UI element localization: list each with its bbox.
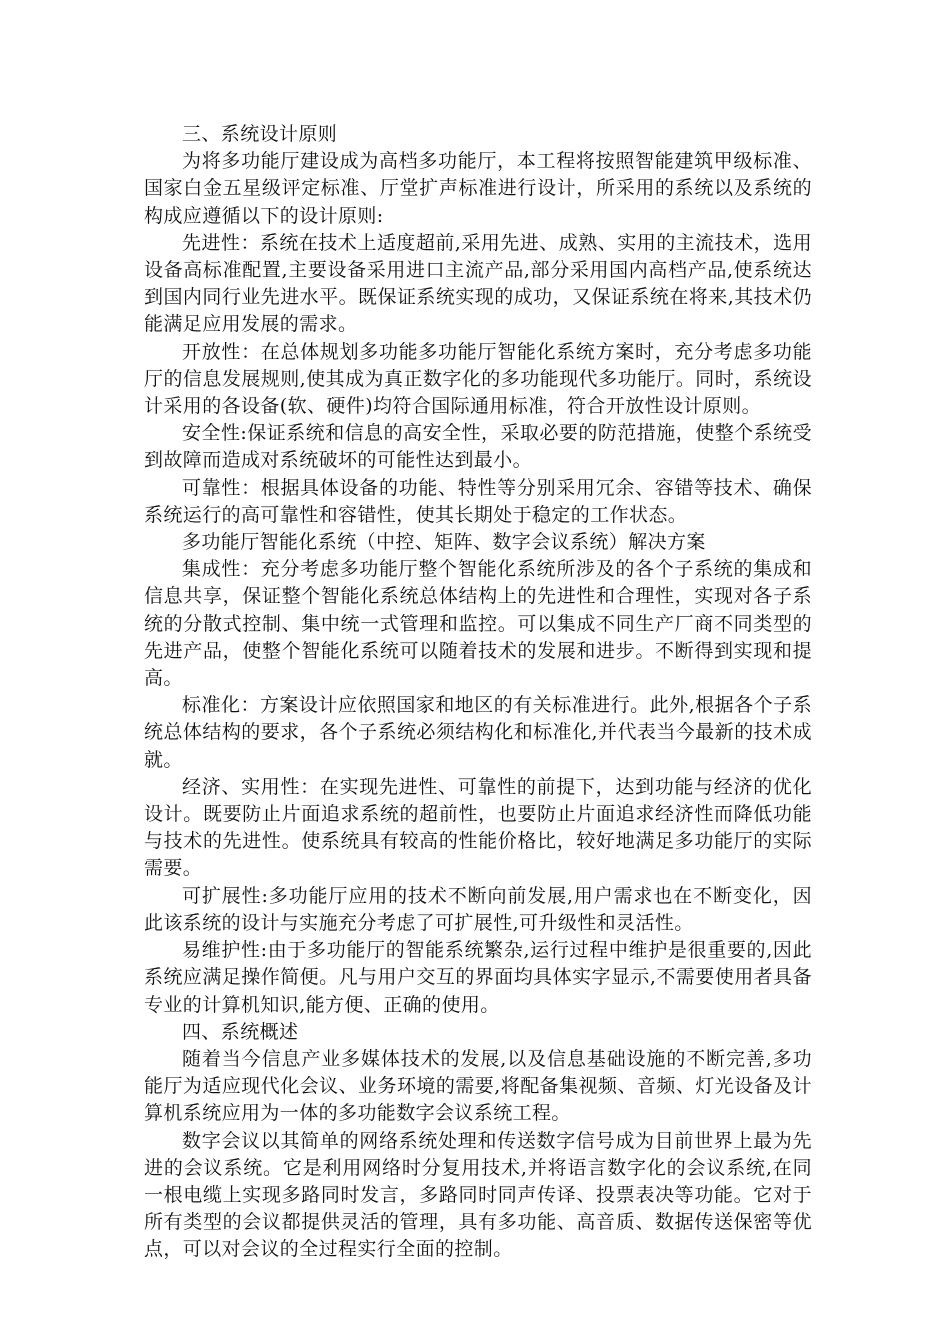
paragraph-standardization: 标准化：方案设计应依照国家和地区的有关标准进行。此外,根据各个子系统总体结构的要求，各个子系统必须结构化和标准化,并代表当今最新的技术成就。 (144, 694, 812, 771)
paragraph-integration: 集成性：充分考虑多功能厅整个智能化系统所涉及的各个子系统的集成和信息共享，保证整个智能化系统总体结构上的先进性和合理性，实现对各子系统的分散式控制、集中统一式管理和监控。可以集成不同生产厂商不同类型的先进产品，使整个智能化系统可以随着技术的发展和进步。不断得到实现和提高。 (144, 558, 812, 690)
paragraph-overview-2: 数字会议以其简单的网络系统处理和传送数字信号成为目前世界上最为先进的会议系统。它是利用网络时分复用技术,并将语言数字化的会议系统,在同一根电缆上实现多路同时发言，多路同时同声传译、投票表决等功能。它对于所有类型的会议都提供灵活的管理，具有多功能、高音质、数据传送保密等优点，可以对会议的全过程实行全面的控制。 (144, 1129, 812, 1261)
paragraph-intro: 为将多功能厅建设成为高档多功能厅，本工程将按照智能建筑甲级标准、国家白金五星级评定标准、厅堂扩声标准进行设计，所采用的系统以及系统的构成应遵循以下的设计原则: (144, 150, 812, 227)
section-heading-overview: 四、系统概述 (182, 1020, 299, 1043)
paragraph-economy: 经济、实用性：在实现先进性、可靠性的前提下，达到功能与经济的优化设计。既要防止片面追求系统的超前性，也要防止片面追求经济性而降低功能与技术的先进性。使系统具有较高的性能价格比，较好地满足多功能厅的实际需要。 (144, 775, 812, 880)
paragraph-reliability: 可靠性：根据具体设备的功能、特性等分别采用冗余、容错等技术、确保系统运行的高可靠性和容错性，使其长期处于稳定的工作状态。 (144, 476, 812, 526)
paragraph-security: 安全性:保证系统和信息的高安全性，采取必要的防范措施，使整个系统受到故障而造成对系统破坏的可能性达到最小。 (144, 422, 812, 472)
document-body (144, 121, 812, 1264)
paragraph-solution-title: 多功能厅智能化系统（中控、矩阵、数字会议系统）解决方案 (182, 531, 706, 554)
section-heading-design-principles: 三、系统设计原则 (182, 123, 338, 145)
paragraph-scalability: 可扩展性:多功能厅应用的技术不断向前发展,用户需求也在不断变化，因此该系统的设计与实施充分考虑了可扩展性,可升级性和灵活性。 (144, 884, 812, 934)
paragraph-advanced: 先进性：系统在技术上适度超前,采用先进、成熟、实用的主流技术，选用设备高标准配置,主要设备采用进口主流产品,部分采用国内高档产品,使系统达到国内同行业先进水平。既保证系统实现的成功，又保证系统在将来,其技术仍能满足应用发展的需求。 (144, 231, 812, 336)
paragraph-overview-1: 随着当今信息产业多媒体技术的发展,以及信息基础设施的不断完善,多功能厅为适应现代化会议、业务环境的需要,将配备集视频、音频、灯光设备及计算机系统应用为一体的多功能数字会议系统工程。 (144, 1047, 812, 1125)
paragraph-openness: 开放性：在总体规划多功能多功能厅智能化系统方案时，充分考虑多功能厅的信息发展规则,使其成为真正数字化的多功能现代多功能厅。同时，系统设计采用的各设备(软、硬件)均符合国际通用标准，符合开放性设计原则。 (144, 340, 812, 418)
paragraph-maintainability: 易维护性:由于多功能厅的智能系统繁杂,运行过程中维护是很重要的,因此系统应满足操作简便。凡与用户交互的界面均具体实字显示,不需要使用者具备专业的计算机知识,能方便、正确的使用。 (144, 939, 812, 1016)
